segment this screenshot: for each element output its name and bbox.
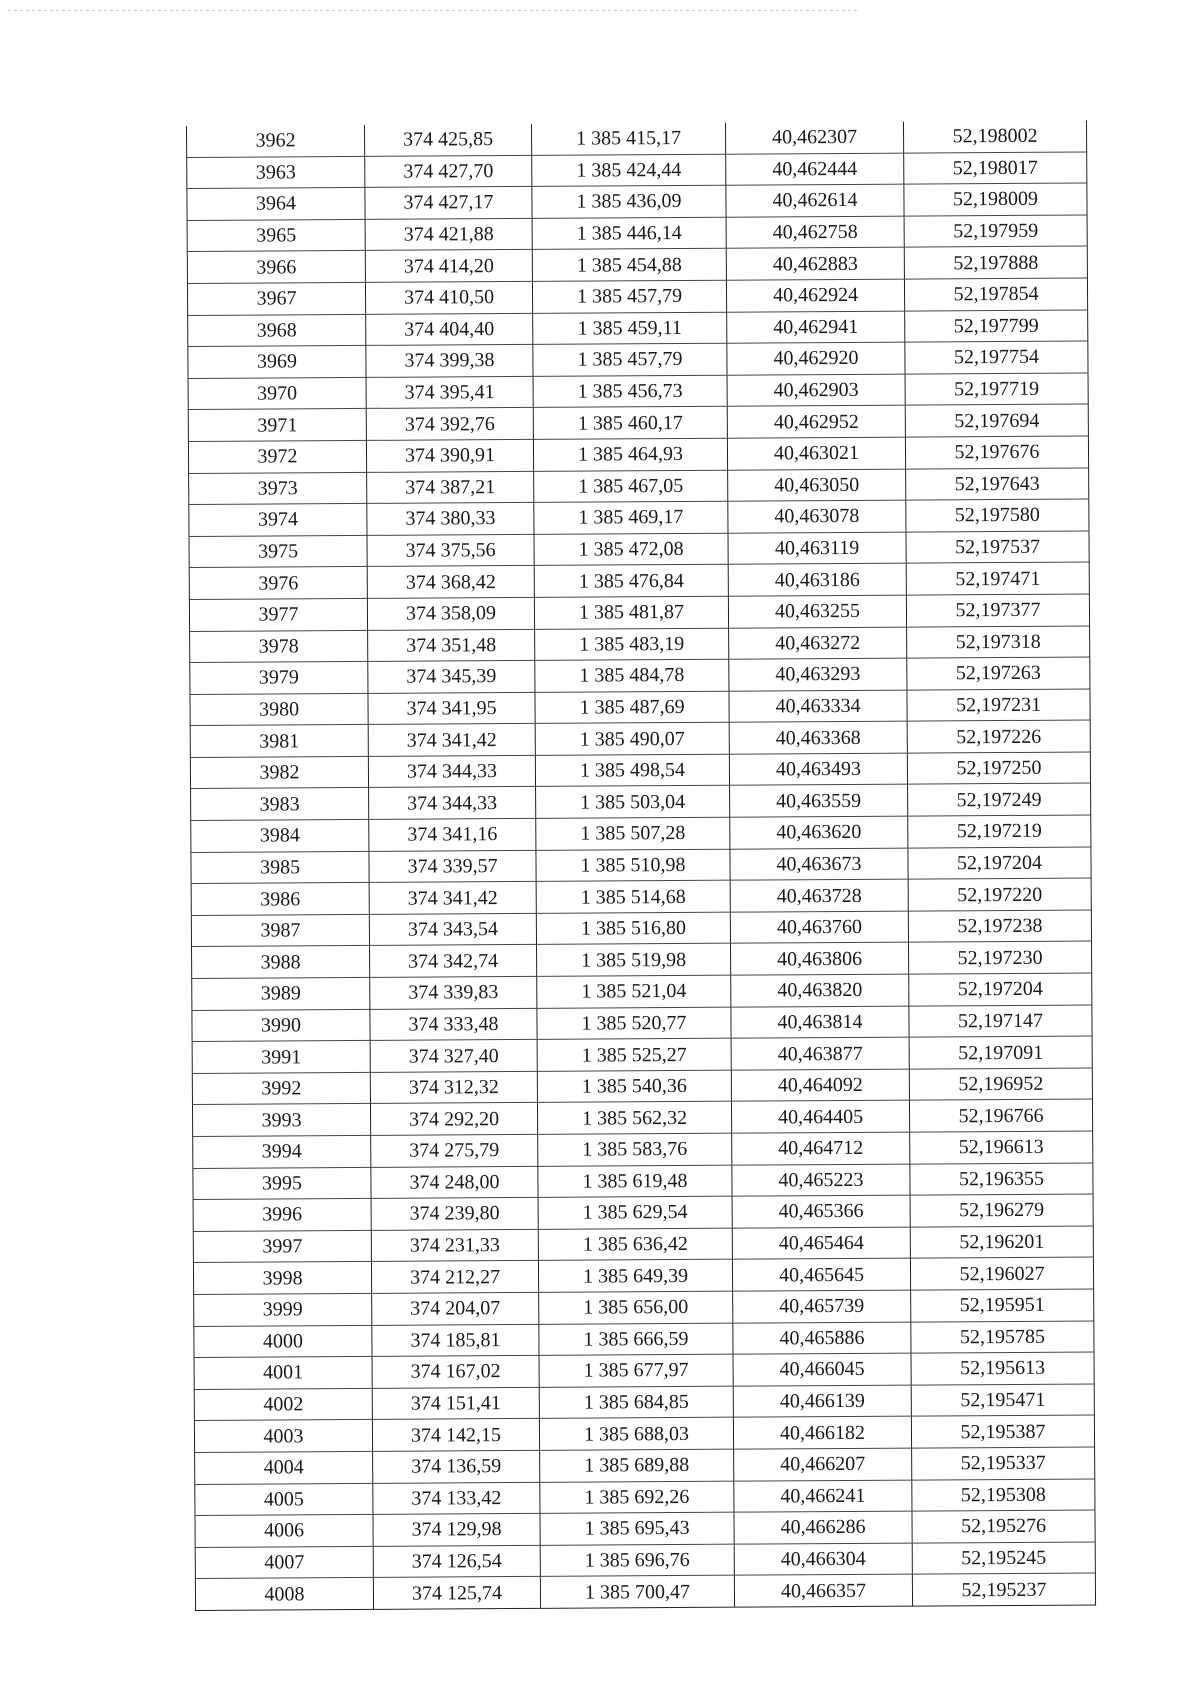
longitude-cell: 52,197643 xyxy=(906,468,1089,501)
x-coordinate-cell: 374 399,38 xyxy=(366,345,533,378)
point-number-cell: 3990 xyxy=(192,1009,370,1042)
latitude-cell: 40,464712 xyxy=(732,1132,910,1165)
x-coordinate-cell: 374 125,74 xyxy=(373,1577,540,1610)
y-coordinate-cell: 1 385 460,17 xyxy=(533,407,727,440)
x-coordinate-cell: 374 333,48 xyxy=(370,1008,537,1041)
latitude-cell: 40,463493 xyxy=(729,753,907,786)
y-coordinate-cell: 1 385 459,11 xyxy=(533,312,727,345)
x-coordinate-cell: 374 275,79 xyxy=(371,1134,538,1167)
longitude-cell: 52,197219 xyxy=(908,815,1091,848)
longitude-cell: 52,198017 xyxy=(904,152,1087,185)
table-row xyxy=(195,1573,1095,1610)
point-number-cell: 3978 xyxy=(190,630,368,663)
point-number-cell: 4008 xyxy=(195,1578,373,1611)
y-coordinate-cell: 1 385 484,78 xyxy=(535,659,729,692)
point-number-cell: 4005 xyxy=(195,1483,373,1516)
x-coordinate-cell: 374 292,20 xyxy=(370,1103,537,1136)
y-coordinate-cell: 1 385 436,09 xyxy=(532,185,726,218)
point-number-cell: 4001 xyxy=(194,1357,372,1390)
latitude-cell: 40,463050 xyxy=(728,469,906,502)
latitude-cell: 40,466286 xyxy=(734,1511,912,1544)
latitude-cell: 40,463806 xyxy=(731,943,909,976)
longitude-cell: 52,196613 xyxy=(910,1131,1093,1164)
latitude-cell: 40,462920 xyxy=(727,342,905,375)
point-number-cell: 3995 xyxy=(193,1167,371,1200)
y-coordinate-cell: 1 385 562,32 xyxy=(537,1102,731,1135)
longitude-cell: 52,197204 xyxy=(909,973,1092,1006)
x-coordinate-cell: 374 129,98 xyxy=(373,1513,540,1546)
x-coordinate-cell: 374 248,00 xyxy=(371,1166,538,1199)
longitude-cell: 52,197238 xyxy=(908,910,1091,943)
point-number-cell: 3997 xyxy=(193,1230,371,1263)
point-number-cell: 3986 xyxy=(191,883,369,916)
point-number-cell: 3966 xyxy=(187,251,365,284)
x-coordinate-cell: 374 395,41 xyxy=(366,376,533,409)
y-coordinate-cell: 1 385 519,98 xyxy=(537,944,731,977)
y-coordinate-cell: 1 385 649,39 xyxy=(538,1260,732,1293)
latitude-cell: 40,465464 xyxy=(732,1227,910,1260)
longitude-cell: 52,197537 xyxy=(906,531,1089,564)
longitude-cell: 52,197204 xyxy=(908,847,1091,880)
x-coordinate-cell: 374 133,42 xyxy=(373,1482,540,1515)
x-coordinate-cell: 374 427,17 xyxy=(365,187,532,220)
longitude-cell: 52,196952 xyxy=(909,1068,1092,1101)
point-number-cell: 3989 xyxy=(192,977,370,1010)
point-number-cell: 3992 xyxy=(192,1072,370,1105)
x-coordinate-cell: 374 392,76 xyxy=(366,408,533,441)
latitude-cell: 40,463877 xyxy=(731,1037,909,1070)
x-coordinate-cell: 374 339,83 xyxy=(370,976,537,1009)
point-number-cell: 3968 xyxy=(188,314,366,347)
latitude-cell: 40,463334 xyxy=(729,690,907,723)
y-coordinate-cell: 1 385 695,43 xyxy=(540,1512,734,1545)
latitude-cell: 40,462924 xyxy=(726,279,904,312)
longitude-cell: 52,195308 xyxy=(912,1479,1095,1512)
point-number-cell: 3988 xyxy=(192,946,370,979)
point-number-cell: 3969 xyxy=(188,346,366,379)
point-number-cell: 3965 xyxy=(187,219,365,252)
y-coordinate-cell: 1 385 464,93 xyxy=(533,438,727,471)
latitude-cell: 40,463186 xyxy=(728,563,906,596)
latitude-cell: 40,462307 xyxy=(725,122,903,154)
latitude-cell: 40,462758 xyxy=(726,216,904,249)
y-coordinate-cell: 1 385 520,77 xyxy=(537,1007,731,1040)
longitude-cell: 52,196027 xyxy=(910,1257,1093,1290)
x-coordinate-cell: 374 342,74 xyxy=(370,945,537,978)
x-coordinate-cell: 374 344,33 xyxy=(368,755,535,788)
longitude-cell: 52,195237 xyxy=(912,1573,1095,1606)
y-coordinate-cell: 1 385 467,05 xyxy=(534,470,728,503)
longitude-cell: 52,196355 xyxy=(910,1163,1093,1196)
point-number-cell: 3982 xyxy=(190,756,368,789)
longitude-cell: 52,197754 xyxy=(905,341,1088,374)
y-coordinate-cell: 1 385 510,98 xyxy=(536,849,730,882)
y-coordinate-cell: 1 385 521,04 xyxy=(537,975,731,1008)
y-coordinate-cell: 1 385 583,76 xyxy=(538,1133,732,1166)
latitude-cell: 40,465366 xyxy=(732,1195,910,1228)
x-coordinate-cell: 374 167,02 xyxy=(372,1356,539,1389)
latitude-cell: 40,466241 xyxy=(734,1480,912,1513)
longitude-cell: 52,197580 xyxy=(906,499,1089,532)
point-number-cell: 3994 xyxy=(193,1135,371,1168)
longitude-cell: 52,197694 xyxy=(905,404,1088,437)
y-coordinate-cell: 1 385 446,14 xyxy=(532,217,726,250)
latitude-cell: 40,464092 xyxy=(731,1069,909,1102)
longitude-cell: 52,197318 xyxy=(907,625,1090,658)
x-coordinate-cell: 374 380,33 xyxy=(367,503,534,536)
y-coordinate-cell: 1 385 514,68 xyxy=(536,880,730,913)
y-coordinate-cell: 1 385 507,28 xyxy=(536,817,730,850)
latitude-cell: 40,462883 xyxy=(726,247,904,280)
y-coordinate-cell: 1 385 457,79 xyxy=(533,343,727,376)
point-number-cell: 3971 xyxy=(188,409,366,442)
y-coordinate-cell: 1 385 684,85 xyxy=(539,1386,733,1419)
point-number-cell: 3987 xyxy=(191,914,369,947)
longitude-cell: 52,195613 xyxy=(911,1352,1094,1385)
y-coordinate-cell: 1 385 636,42 xyxy=(538,1228,732,1261)
latitude-cell: 40,463728 xyxy=(730,879,908,912)
coordinates-table-body xyxy=(186,120,1095,1610)
y-coordinate-cell: 1 385 481,87 xyxy=(534,596,728,629)
longitude-cell: 52,197147 xyxy=(909,1005,1092,1038)
x-coordinate-cell: 374 312,32 xyxy=(370,1071,537,1104)
point-number-cell: 4006 xyxy=(195,1515,373,1548)
y-coordinate-cell: 1 385 696,76 xyxy=(540,1544,734,1577)
latitude-cell: 40,463078 xyxy=(728,500,906,533)
point-number-cell: 3974 xyxy=(189,504,367,537)
latitude-cell: 40,462903 xyxy=(727,374,905,407)
scan-edge-line xyxy=(8,10,858,11)
x-coordinate-cell: 374 390,91 xyxy=(366,439,533,472)
point-number-cell: 3991 xyxy=(192,1041,370,1074)
longitude-cell: 52,197263 xyxy=(907,657,1090,690)
longitude-cell: 52,196279 xyxy=(910,1194,1093,1227)
point-number-cell: 3996 xyxy=(193,1199,371,1232)
coordinates-table xyxy=(186,120,1096,1610)
y-coordinate-cell: 1 385 688,03 xyxy=(539,1418,733,1451)
longitude-cell: 52,198009 xyxy=(904,183,1087,216)
point-number-cell: 3973 xyxy=(189,472,367,505)
y-coordinate-cell: 1 385 540,36 xyxy=(537,1070,731,1103)
latitude-cell: 40,465739 xyxy=(733,1290,911,1323)
point-number-cell: 3967 xyxy=(187,282,365,315)
longitude-cell: 52,197719 xyxy=(905,373,1088,406)
longitude-cell: 52,197799 xyxy=(905,310,1088,343)
latitude-cell: 40,465886 xyxy=(733,1322,911,1355)
latitude-cell: 40,462444 xyxy=(726,153,904,186)
point-number-cell: 3993 xyxy=(192,1104,370,1137)
longitude-cell: 52,196201 xyxy=(910,1226,1093,1259)
y-coordinate-cell: 1 385 469,17 xyxy=(534,501,728,534)
x-coordinate-cell: 374 425,85 xyxy=(364,124,531,156)
point-number-cell: 3983 xyxy=(191,788,369,821)
x-coordinate-cell: 374 341,16 xyxy=(369,818,536,851)
y-coordinate-cell: 1 385 516,80 xyxy=(536,912,730,945)
latitude-cell: 40,463021 xyxy=(727,437,905,470)
x-coordinate-cell: 374 341,42 xyxy=(369,882,536,915)
x-coordinate-cell: 374 185,81 xyxy=(372,1324,539,1357)
longitude-cell: 52,195337 xyxy=(912,1447,1095,1480)
latitude-cell: 40,463559 xyxy=(730,785,908,818)
x-coordinate-cell: 374 231,33 xyxy=(371,1229,538,1262)
longitude-cell: 52,197854 xyxy=(904,278,1087,311)
y-coordinate-cell: 1 385 700,47 xyxy=(540,1575,734,1608)
latitude-cell: 40,463293 xyxy=(729,658,907,691)
x-coordinate-cell: 374 341,42 xyxy=(368,724,535,757)
x-coordinate-cell: 374 151,41 xyxy=(372,1387,539,1420)
x-coordinate-cell: 374 239,80 xyxy=(371,1198,538,1231)
x-coordinate-cell: 374 126,54 xyxy=(373,1545,540,1578)
y-coordinate-cell: 1 385 656,00 xyxy=(539,1291,733,1324)
latitude-cell: 40,463814 xyxy=(731,1006,909,1039)
point-number-cell: 3984 xyxy=(191,819,369,852)
x-coordinate-cell: 374 142,15 xyxy=(372,1419,539,1452)
x-coordinate-cell: 374 204,07 xyxy=(372,1292,539,1325)
y-coordinate-cell: 1 385 692,26 xyxy=(540,1481,734,1514)
point-number-cell: 3963 xyxy=(187,156,365,189)
longitude-cell: 52,195471 xyxy=(911,1384,1094,1417)
latitude-cell: 40,466207 xyxy=(734,1448,912,1481)
y-coordinate-cell: 1 385 629,54 xyxy=(538,1196,732,1229)
y-coordinate-cell: 1 385 619,48 xyxy=(538,1165,732,1198)
point-number-cell: 4007 xyxy=(195,1546,373,1579)
x-coordinate-cell: 374 339,57 xyxy=(369,850,536,883)
x-coordinate-cell: 374 358,09 xyxy=(367,597,534,630)
x-coordinate-cell: 374 327,40 xyxy=(370,1040,537,1073)
longitude-cell: 52,197226 xyxy=(907,720,1090,753)
longitude-cell: 52,197250 xyxy=(907,752,1090,785)
longitude-cell: 52,197230 xyxy=(909,941,1092,974)
longitude-cell: 52,195276 xyxy=(912,1510,1095,1543)
longitude-cell: 52,197249 xyxy=(908,783,1091,816)
point-number-cell: 3964 xyxy=(187,188,365,221)
x-coordinate-cell: 374 343,54 xyxy=(369,913,536,946)
latitude-cell: 40,466304 xyxy=(734,1543,912,1576)
point-number-cell: 4002 xyxy=(194,1388,372,1421)
point-number-cell: 3980 xyxy=(190,693,368,726)
latitude-cell: 40,466182 xyxy=(733,1416,911,1449)
y-coordinate-cell: 1 385 456,73 xyxy=(533,375,727,408)
y-coordinate-cell: 1 385 498,54 xyxy=(535,754,729,787)
point-number-cell: 4004 xyxy=(195,1451,373,1484)
x-coordinate-cell: 374 212,27 xyxy=(371,1261,538,1294)
y-coordinate-cell: 1 385 677,97 xyxy=(539,1354,733,1387)
y-coordinate-cell: 1 385 689,88 xyxy=(540,1449,734,1482)
point-number-cell: 3985 xyxy=(191,851,369,884)
point-number-cell: 3981 xyxy=(190,725,368,758)
latitude-cell: 40,463620 xyxy=(730,816,908,849)
y-coordinate-cell: 1 385 415,17 xyxy=(531,123,725,155)
y-coordinate-cell: 1 385 487,69 xyxy=(535,691,729,724)
longitude-cell: 52,198002 xyxy=(903,120,1086,152)
latitude-cell: 40,465223 xyxy=(732,1164,910,1197)
point-number-cell: 3998 xyxy=(193,1262,371,1295)
point-number-cell: 4003 xyxy=(194,1420,372,1453)
x-coordinate-cell: 374 344,33 xyxy=(369,787,536,820)
x-coordinate-cell: 374 341,95 xyxy=(368,692,535,725)
y-coordinate-cell: 1 385 472,08 xyxy=(534,533,728,566)
y-coordinate-cell: 1 385 483,19 xyxy=(535,628,729,661)
latitude-cell: 40,466357 xyxy=(734,1574,912,1607)
longitude-cell: 52,197959 xyxy=(904,215,1087,248)
longitude-cell: 52,197676 xyxy=(905,436,1088,469)
x-coordinate-cell: 374 387,21 xyxy=(367,471,534,504)
point-number-cell: 3970 xyxy=(188,377,366,410)
longitude-cell: 52,195245 xyxy=(912,1542,1095,1575)
x-coordinate-cell: 374 414,20 xyxy=(365,250,532,283)
longitude-cell: 52,197377 xyxy=(906,594,1089,627)
point-number-cell: 3976 xyxy=(189,567,367,600)
x-coordinate-cell: 374 368,42 xyxy=(367,566,534,599)
point-number-cell: 3975 xyxy=(189,535,367,568)
latitude-cell: 40,463673 xyxy=(730,848,908,881)
latitude-cell: 40,462952 xyxy=(727,405,905,438)
latitude-cell: 40,463255 xyxy=(728,595,906,628)
latitude-cell: 40,463368 xyxy=(729,721,907,754)
longitude-cell: 52,195785 xyxy=(911,1321,1094,1354)
longitude-cell: 52,195387 xyxy=(911,1415,1094,1448)
x-coordinate-cell: 374 410,50 xyxy=(365,281,532,314)
point-number-cell: 3962 xyxy=(186,125,364,157)
longitude-cell: 52,195951 xyxy=(911,1289,1094,1322)
point-number-cell: 3977 xyxy=(189,598,367,631)
latitude-cell: 40,463119 xyxy=(728,532,906,565)
x-coordinate-cell: 374 345,39 xyxy=(368,660,535,693)
x-coordinate-cell: 374 404,40 xyxy=(366,313,533,346)
latitude-cell: 40,462614 xyxy=(726,184,904,217)
point-number-cell: 4000 xyxy=(194,1325,372,1358)
y-coordinate-cell: 1 385 424,44 xyxy=(532,154,726,187)
longitude-cell: 52,197888 xyxy=(904,246,1087,279)
x-coordinate-cell: 374 375,56 xyxy=(367,534,534,567)
y-coordinate-cell: 1 385 490,07 xyxy=(535,722,729,755)
longitude-cell: 52,197091 xyxy=(909,1036,1092,1069)
point-number-cell: 3972 xyxy=(188,440,366,473)
y-coordinate-cell: 1 385 454,88 xyxy=(532,249,726,282)
y-coordinate-cell: 1 385 457,79 xyxy=(532,280,726,313)
longitude-cell: 52,197220 xyxy=(908,878,1091,911)
x-coordinate-cell: 374 136,59 xyxy=(373,1450,540,1483)
latitude-cell: 40,463272 xyxy=(729,627,907,660)
x-coordinate-cell: 374 351,48 xyxy=(368,629,535,662)
longitude-cell: 52,196766 xyxy=(909,1099,1092,1132)
x-coordinate-cell: 374 427,70 xyxy=(365,155,532,188)
y-coordinate-cell: 1 385 476,84 xyxy=(534,565,728,598)
y-coordinate-cell: 1 385 525,27 xyxy=(537,1038,731,1071)
point-number-cell: 3999 xyxy=(194,1293,372,1326)
x-coordinate-cell: 374 421,88 xyxy=(365,218,532,251)
latitude-cell: 40,464405 xyxy=(731,1101,909,1134)
latitude-cell: 40,463760 xyxy=(730,911,908,944)
y-coordinate-cell: 1 385 666,59 xyxy=(539,1323,733,1356)
longitude-cell: 52,197231 xyxy=(907,689,1090,722)
latitude-cell: 40,466045 xyxy=(733,1353,911,1386)
point-number-cell: 3979 xyxy=(190,661,368,694)
longitude-cell: 52,197471 xyxy=(906,562,1089,595)
latitude-cell: 40,466139 xyxy=(733,1385,911,1418)
latitude-cell: 40,463820 xyxy=(731,974,909,1007)
latitude-cell: 40,465645 xyxy=(732,1258,910,1291)
latitude-cell: 40,462941 xyxy=(727,311,905,344)
y-coordinate-cell: 1 385 503,04 xyxy=(536,786,730,819)
